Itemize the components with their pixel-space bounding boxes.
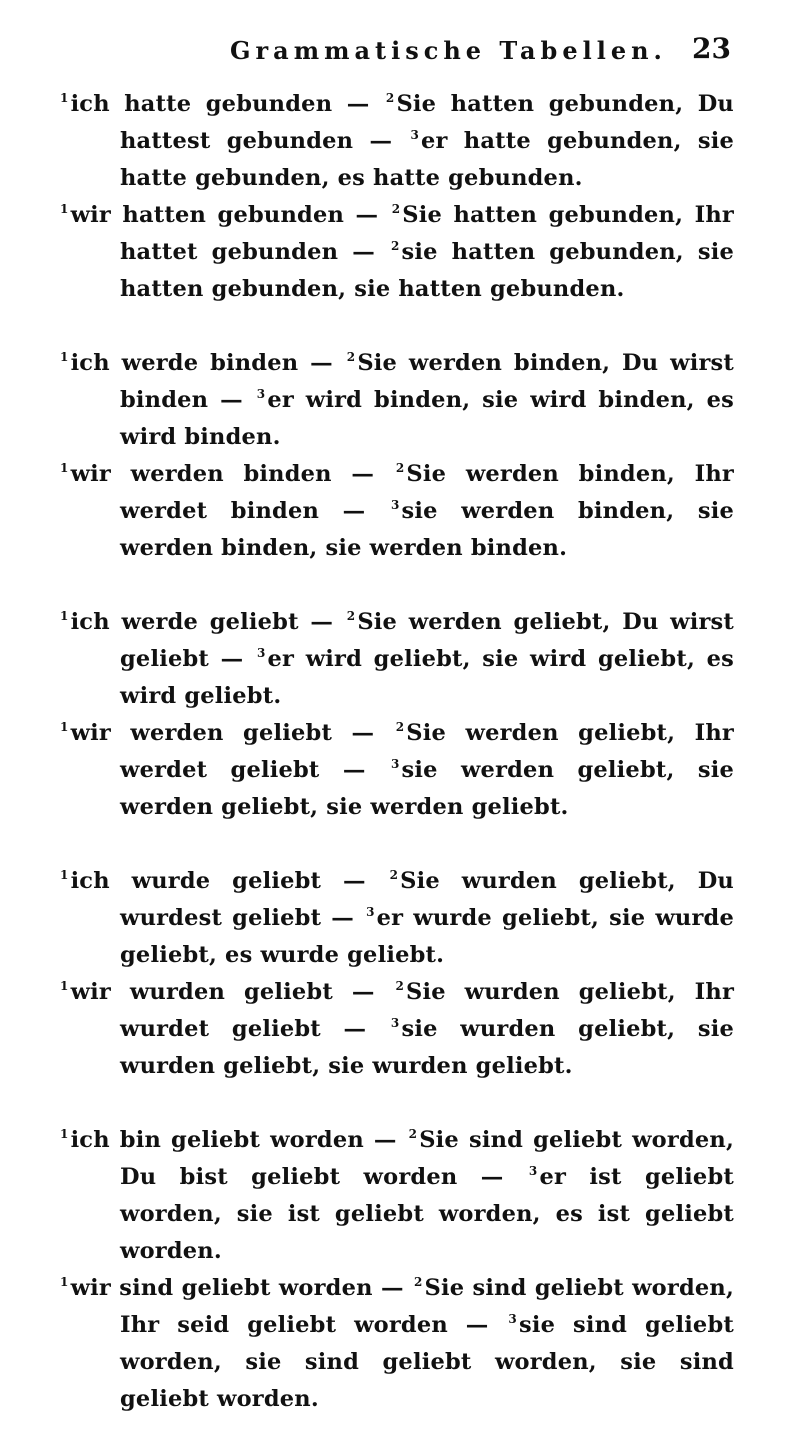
person-marker: 2: [391, 202, 401, 216]
page-header: [0, 26, 793, 74]
person-marker: 2: [395, 979, 405, 993]
form-text: sie hatten gebunden, sie hatten gebunden, sie hatten gebunden.: [120, 239, 734, 302]
form-text: Sie wurden geliebt, Du wurdest geliebt —: [120, 868, 734, 931]
form-text: wir werden binden —: [70, 461, 375, 487]
plural-forms: [58, 715, 734, 826]
person-marker: 1: [60, 720, 69, 734]
page-number: 23: [692, 32, 731, 65]
form-text: ich werde geliebt —: [70, 609, 334, 635]
singular-forms: [58, 604, 734, 715]
conjugation-group: [58, 863, 734, 1085]
form-text: sie wurden geliebt, sie wurden geliebt, sie wurden geliebt.: [120, 1016, 734, 1079]
person-marker: 1: [60, 979, 69, 993]
running-title: Grammatische Tabellen.: [230, 36, 667, 65]
person-marker: 1: [60, 350, 69, 364]
form-text: Sie werden geliebt, Du wirst geliebt —: [120, 609, 735, 672]
person-marker: 2: [390, 239, 400, 253]
person-marker: 2: [395, 461, 405, 475]
person-marker: 2: [346, 350, 356, 364]
person-marker: 3: [390, 757, 400, 771]
person-marker: 3: [366, 905, 375, 919]
singular-forms: [58, 345, 734, 456]
form-text: sie sind geliebt worden, sie sind geliebt worden, sie sind geliebt worden.: [120, 1312, 734, 1412]
person-marker: 1: [60, 91, 69, 105]
form-text: Sie hatten gebunden, Du hattest gebunden —: [120, 91, 734, 154]
person-marker: 3: [390, 1016, 400, 1030]
form-text: Sie wurden geliebt, Ihr wurdet geliebt —: [120, 979, 734, 1042]
person-marker: 3: [390, 498, 400, 512]
form-text: sie werden binden, sie werden binden, sie werden binden.: [120, 498, 734, 561]
form-text: ich werde binden —: [70, 350, 333, 376]
person-marker: 3: [528, 1164, 538, 1178]
form-text: Sie werden geliebt, Ihr werdet geliebt —: [120, 720, 734, 783]
person-marker: 1: [60, 461, 69, 475]
form-text: sie werden geliebt, sie werden geliebt, sie werden geliebt.: [120, 757, 734, 820]
person-marker: 3: [256, 387, 266, 401]
form-text: er wird geliebt, sie wird geliebt, es wird geliebt.: [120, 646, 734, 709]
form-text: wir sind geliebt worden —: [70, 1275, 404, 1301]
conjugation-group: [58, 345, 734, 567]
person-marker: 3: [410, 128, 419, 142]
person-marker: 2: [389, 868, 399, 882]
form-text: Sie hatten gebunden, Ihr hattet gebunden —: [120, 202, 734, 265]
form-text: Sie sind geliebt worden, Ihr seid geliebt worden —: [120, 1275, 734, 1338]
form-text: Sie werden binden, Du wirst binden —: [120, 350, 735, 413]
singular-forms: [58, 86, 734, 197]
form-text: ich hatte gebunden —: [70, 91, 370, 117]
plural-forms: [58, 456, 734, 567]
conjugation-group: [58, 604, 734, 826]
form-text: wir hatten gebunden —: [70, 202, 379, 228]
plural-forms: [58, 1270, 734, 1418]
singular-forms: [58, 863, 734, 974]
form-text: Sie sind geliebt worden, Du bist geliebt worden —: [120, 1127, 734, 1190]
person-marker: 2: [413, 1275, 423, 1289]
person-marker: 3: [256, 646, 266, 660]
singular-forms: [58, 1122, 734, 1270]
person-marker: 1: [60, 202, 69, 216]
person-marker: 1: [60, 1127, 69, 1141]
person-marker: 2: [385, 91, 395, 105]
person-marker: 2: [346, 609, 356, 623]
person-marker: 3: [508, 1312, 517, 1326]
form-text: er wird binden, sie wird binden, es wird binden.: [120, 387, 734, 450]
form-text: er ist geliebt worden, sie ist geliebt worden, es ist geliebt worden.: [120, 1164, 734, 1264]
person-marker: 1: [60, 609, 69, 623]
form-text: er wurde geliebt, sie wurde geliebt, es wurde geliebt.: [120, 905, 734, 968]
person-marker: 2: [395, 720, 405, 734]
person-marker: 2: [408, 1127, 418, 1141]
form-text: ich bin geliebt worden —: [70, 1127, 397, 1153]
form-text: ich wurde geliebt —: [70, 868, 366, 894]
plural-forms: [58, 197, 734, 308]
person-marker: 1: [60, 868, 69, 882]
form-text: wir wurden geliebt —: [70, 979, 375, 1005]
person-marker: 1: [60, 1275, 69, 1289]
form-text: er hatte gebunden, sie hatte gebunden, es hatte gebunden.: [120, 128, 734, 191]
form-text: wir werden geliebt —: [70, 720, 375, 746]
conjugation-group: [58, 86, 734, 308]
conjugation-group: [58, 1122, 734, 1418]
form-text: Sie werden binden, Ihr werdet binden —: [120, 461, 734, 524]
conjugation-table: [58, 86, 734, 1455]
plural-forms: [58, 974, 734, 1085]
